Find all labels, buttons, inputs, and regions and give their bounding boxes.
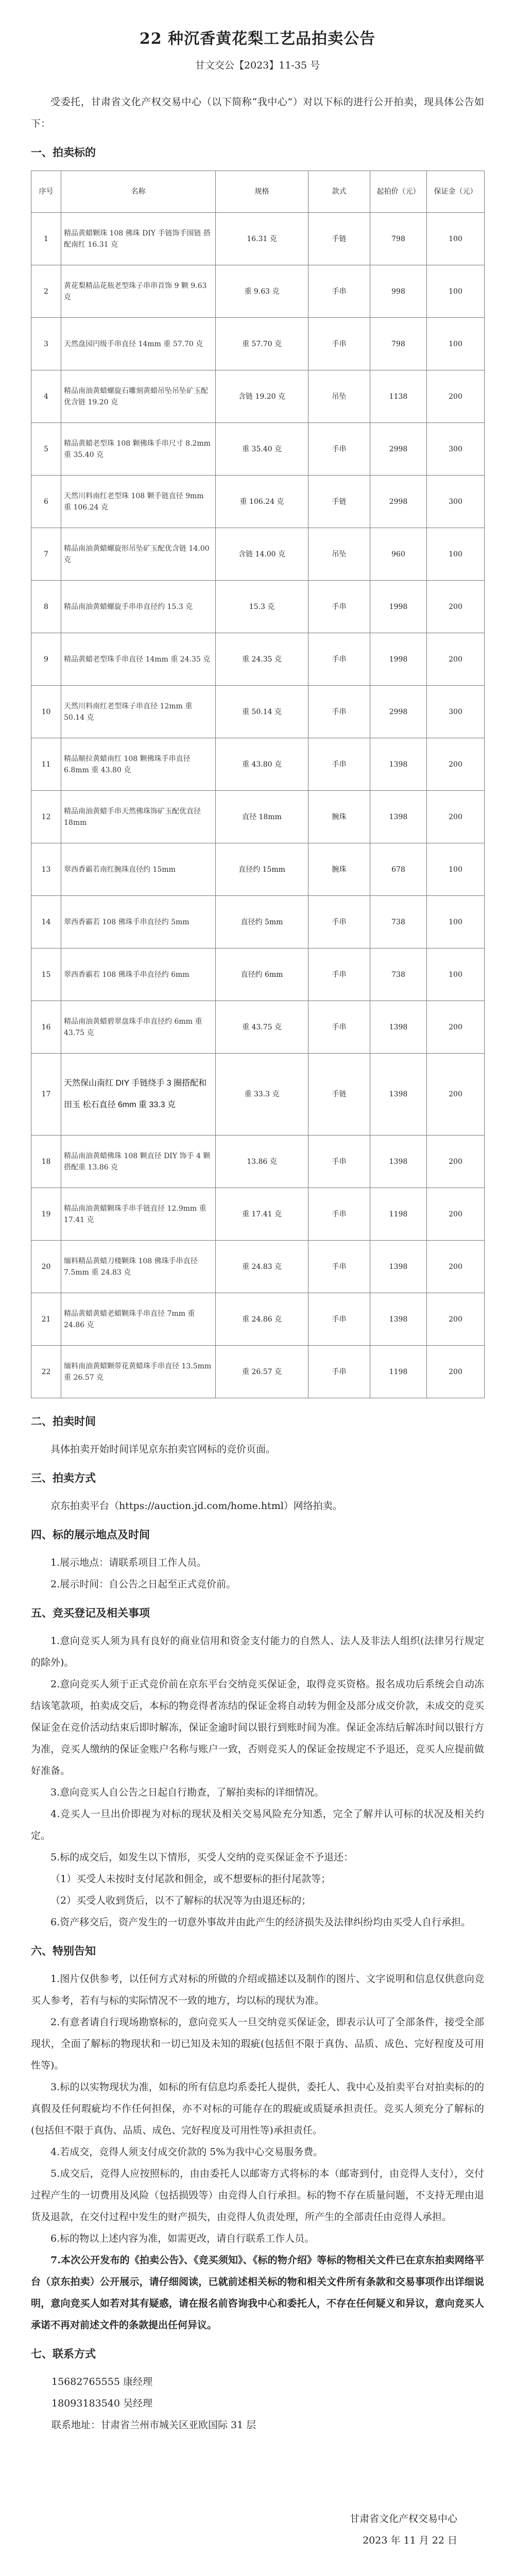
cell-name: 精品南油黄蜡螺旋手串串直径约 15.3 克 <box>61 581 216 633</box>
registration-item: 3.意向竞买人自公告之日起自行勘查，了解拍卖标的详细情况。 <box>50 1787 324 1798</box>
table-row <box>31 791 485 843</box>
cell-style: 吊坠 <box>308 370 370 423</box>
cell-spec: 13.86 克 <box>216 1136 308 1188</box>
notice-item: 6.标的物以上述内容为准，如需更改，请自行联系工作人员。 <box>50 2233 315 2244</box>
intro-paragraph: 受委托，甘肃省文化产权交易中心（以下简称“我中心”）对以下标的进行公开拍卖，现具体公告如下： <box>31 96 484 129</box>
cell-no: 12 <box>31 791 61 843</box>
cell-no: 13 <box>31 843 61 896</box>
header-name: 名称 <box>61 171 216 213</box>
cell-price: 1138 <box>370 370 427 423</box>
contact-phone: 15682765555 康经理 <box>52 2376 153 2387</box>
cell-no: 18 <box>31 1136 61 1188</box>
cell-spec: 重 33.3 克 <box>216 1054 308 1136</box>
cell-name: 翠西香霸若 108 佛珠手串直径约 5mm <box>61 896 216 948</box>
cell-name: 翠西香霸若南红腕珠直径约 15mm <box>61 843 216 896</box>
table-header-row <box>31 171 485 213</box>
cell-spec: 直径约 15mm <box>216 843 308 896</box>
display-info <box>31 1552 484 1595</box>
registration-item: 6.资产移交后，资产发生的一切意外事故并由此产生的经济损失及法律纠纷均由买受人自行承担。 <box>50 1917 471 1928</box>
cell-no: 5 <box>31 423 61 476</box>
lots-table <box>31 171 485 1398</box>
notice-bold-paragraph: 7.本次公开发布的《拍卖公告》、《竞买须知》、《标的物介绍》等标的物相关文件已在京东拍卖网络平台（京东拍卖）公开展示，请仔细阅读，已就前述相关标的物和相关文件所有条款和交易事项作出详细说明，意向竞买人如若对其有疑惑，请在报名前咨询我中心和委托人，不存在任何疑义和异议，意向竞买人承诺不再对前述文件的条款提出任何异议。 <box>31 2255 484 2331</box>
cell-style: 手串 <box>308 633 370 686</box>
registration-item: 2.意向竞买人须于正式竞价前在京东平台交纳竞买保证金，取得竞买资格。报名成功后系统会自动冻结该笔款项，拍卖成交后，本标的物竞得者冻结的保证金将自动转为佣金及部分成交价款，未成交的竞买保证金在竞价活动结束后即时解冻，保证金逾时间以银行到账时间为准。保证金冻结后解冻时间以银行方为准，竞买人缴纳的保证金账户名称与账户一致，否则竞买人的保证金按规定不予退还，竞买人应提前做好准备。 <box>31 1679 484 1776</box>
cell-style: 手串 <box>308 1293 370 1346</box>
cell-name: 精品南油黄蜡螺旋形吊坠矿玉配优含链 14.00 克 <box>61 528 216 581</box>
cell-spec: 直径 18mm <box>216 791 308 843</box>
cell-no: 9 <box>31 633 61 686</box>
notice-item: 2.有意者请自行现场勘察标的，意向竞买人一旦交纳竞买保证金，即表示认可了全部条件，接受全部现状，全面了解标的物现状和一切已知及未知的瑕疵(包括但不限于真伪、品质、成色、完好程度及可用性等)。 <box>31 2016 484 2071</box>
notice-item: 1.图片仅供参考，以任何方式对标的所做的介绍或描述以及制作的图片、文字说明和信息仅供意向竞买人参考，若有与标的实际情况不一致的地方，均以标的现状为准。 <box>31 1973 484 2006</box>
cell-name: 精品南油黄蜡手串天然佛珠饰矿玉配优直径 18mm <box>61 791 216 843</box>
cell-spec: 重 106.24 克 <box>216 476 308 528</box>
cell-name: 天然盘园円级手串直径 14mm 重 57.70 克 <box>61 318 216 370</box>
cell-deposit: 300 <box>427 476 485 528</box>
cell-style: 手串 <box>308 318 370 370</box>
cell-price: 1398 <box>370 1136 427 1188</box>
cell-style: 手串 <box>308 1241 370 1293</box>
cell-style: 手串 <box>308 1188 370 1241</box>
notice-items <box>31 1968 484 2249</box>
cell-deposit: 200 <box>427 581 485 633</box>
cell-spec: 含链 19.20 克 <box>216 370 308 423</box>
document-number: 甘文交公【2023】11-35 号 <box>195 60 320 71</box>
cell-style: 手串 <box>308 265 370 318</box>
header-style: 款式 <box>308 171 370 213</box>
cell-no: 14 <box>31 896 61 948</box>
display-item: 1.展示地点：请联系项目工作人员。 <box>50 1557 207 1568</box>
cell-deposit: 200 <box>427 1293 485 1346</box>
cell-price: 1398 <box>370 1241 427 1293</box>
contact-info <box>31 2371 484 2436</box>
cell-spec: 重 26.57 克 <box>216 1346 308 1398</box>
registration-item: 5.标的成交后，如发生以下情形，买受人交纳的竞买保证金不予退还： <box>50 1852 354 1863</box>
cell-deposit: 300 <box>427 423 485 476</box>
cell-style: 手链 <box>308 476 370 528</box>
cell-no: 15 <box>31 948 61 1001</box>
cell-spec: 含链 14.00 克 <box>216 528 308 581</box>
cell-price: 2998 <box>370 476 427 528</box>
cell-price: 2998 <box>370 423 427 476</box>
cell-spec: 重 9.63 克 <box>216 265 308 318</box>
cell-name: 天然保山南红 DIY 手链绕手 3 圈搭配和田玉 松石直径 6mm 重 33.3 克 <box>61 1054 216 1136</box>
cell-deposit: 200 <box>427 1346 485 1398</box>
cell-deposit: 200 <box>427 1054 485 1136</box>
cell-price: 798 <box>370 213 427 265</box>
cell-spec: 重 35.40 克 <box>216 423 308 476</box>
cell-no: 19 <box>31 1188 61 1241</box>
cell-deposit: 100 <box>427 948 485 1001</box>
table-row <box>31 213 485 265</box>
lots-table-body <box>31 213 485 1398</box>
cell-style: 手串 <box>308 423 370 476</box>
table-row <box>31 528 485 581</box>
cell-price: 678 <box>370 843 427 896</box>
cell-spec: 重 57.70 克 <box>216 318 308 370</box>
cell-style: 手串 <box>308 581 370 633</box>
cell-deposit: 200 <box>427 1188 485 1241</box>
cell-style: 手串 <box>308 1346 370 1398</box>
cell-spec: 重 50.14 克 <box>216 686 308 738</box>
cell-price: 2998 <box>370 686 427 738</box>
cell-price: 960 <box>370 528 427 581</box>
cell-name: 天然川料南红老型珠子串直径 12mm 重 50.14 克 <box>61 686 216 738</box>
header-no: 序号 <box>31 171 61 213</box>
cell-spec: 直径约 5mm <box>216 896 308 948</box>
cell-deposit: 200 <box>427 738 485 791</box>
cell-no: 4 <box>31 370 61 423</box>
table-row <box>31 265 485 318</box>
notice-item: 4.若成交，竞得人须支付成交价款的 5%为我中心交易服务费。 <box>50 2146 323 2158</box>
cell-name: 黄花梨精品花瓶老型珠子串串首饰 9 颗 9.63 克 <box>61 265 216 318</box>
table-row <box>31 1136 485 1188</box>
contact-phone: 18093183540 吴经理 <box>52 2398 153 2409</box>
cell-style: 手串 <box>308 896 370 948</box>
cell-name: 缅料南油黄蜡颗带花黄蜡珠手串直径 13.5mm 重 26.57 克 <box>61 1346 216 1398</box>
cell-spec: 重 43.75 克 <box>216 1001 308 1054</box>
cell-deposit: 200 <box>427 791 485 843</box>
header-deposit: 保证金（元） <box>427 171 485 213</box>
cell-spec: 重 17.41 克 <box>216 1188 308 1241</box>
cell-style: 腕珠 <box>308 843 370 896</box>
notice-item: 5.成交后，竞得人应按照标的，由由委托人以邮寄方式将标的本（邮寄到付，由竞得人支付），交付过程产生的一切费用及风险（包括损毁等）由竞得人自行承担。标的物不存在质量问题，不支持无理由退货及退款，在交付过程中发生的财产损失，由竞得人负责处理，所产生的全部责任由竞得人承担。 <box>31 2168 484 2223</box>
registration-item: 1.意向竞买人须为具有良好的商业信用和资金支付能力的自然人、法人及非法人组织(法律另行规定的除外)。 <box>31 1635 484 1668</box>
cell-deposit: 100 <box>427 318 485 370</box>
cell-price: 1398 <box>370 1001 427 1054</box>
table-row <box>31 1054 485 1136</box>
cell-style: 手串 <box>308 948 370 1001</box>
cell-deposit: 100 <box>427 213 485 265</box>
table-row <box>31 1346 485 1398</box>
table-row <box>31 738 485 791</box>
table-row <box>31 370 485 423</box>
table-row <box>31 1241 485 1293</box>
cell-deposit: 200 <box>427 1136 485 1188</box>
section-heading-display: 四、标的展示地点及时间 <box>31 1528 150 1541</box>
cell-name: 精品黄蜡颗珠 108 佛珠 DIY 手链饰手围链 搭配南红 16.31 克 <box>61 213 216 265</box>
cell-price: 1998 <box>370 633 427 686</box>
header-spec: 规格 <box>216 171 308 213</box>
cell-name: 翠西香霸若 108 佛珠手串直径约 6mm <box>61 948 216 1001</box>
cell-no: 20 <box>31 1241 61 1293</box>
cell-name: 精品黄蜡老型珠手串直径 14mm 重 24.35 克 <box>61 633 216 686</box>
table-row <box>31 1293 485 1346</box>
auction-method-text: 京东拍卖平台（https://auction.jd.com/home.html）网络拍卖。 <box>50 1500 342 1512</box>
cell-style: 腕珠 <box>308 791 370 843</box>
cell-no: 17 <box>31 1054 61 1136</box>
table-row <box>31 581 485 633</box>
cell-style: 手串 <box>308 1001 370 1054</box>
cell-style: 手串 <box>308 738 370 791</box>
signature-date: 2023 年 11 月 22 日 <box>363 2535 457 2546</box>
section-heading-lots: 一、拍卖标的 <box>31 146 96 159</box>
cell-name: 精品南油黄蜡碧翠盘珠手串直径约 6mm 重 43.75 克 <box>61 1001 216 1054</box>
section-heading-notices: 六、特别告知 <box>31 1944 96 1957</box>
table-row <box>31 843 485 896</box>
cell-style: 手链 <box>308 1054 370 1136</box>
cell-deposit: 100 <box>427 896 485 948</box>
cell-name: 缅料精品黄蜡刀楼颗珠 108 佛珠手串直径 7.5mm 重 24.83 克 <box>61 1241 216 1293</box>
cell-deposit: 200 <box>427 370 485 423</box>
auction-time-text: 具体拍卖开始时间详见京东拍卖官网标的竞价页面。 <box>50 1444 276 1455</box>
cell-no: 21 <box>31 1293 61 1346</box>
cell-style: 吊坠 <box>308 528 370 581</box>
table-row <box>31 1001 485 1054</box>
cell-price: 1198 <box>370 1346 427 1398</box>
cell-no: 7 <box>31 528 61 581</box>
cell-no: 8 <box>31 581 61 633</box>
cell-spec: 重 24.35 克 <box>216 633 308 686</box>
cell-deposit: 100 <box>427 843 485 896</box>
cell-no: 10 <box>31 686 61 738</box>
registration-item: 4.竞买人一旦出价即视为对标的现状及相关交易风险充分知悉，完全了解并认可标的状况及相关约定。 <box>31 1808 484 1841</box>
cell-spec: 重 24.86 克 <box>216 1293 308 1346</box>
table-row <box>31 318 485 370</box>
cell-price: 998 <box>370 265 427 318</box>
cell-deposit: 300 <box>427 686 485 738</box>
cell-style: 手串 <box>308 1136 370 1188</box>
cell-price: 1398 <box>370 738 427 791</box>
cell-no: 3 <box>31 318 61 370</box>
table-row <box>31 1188 485 1241</box>
cell-name: 精品南油黄蜡颗珠手串手链直径 12.9mm 重 17.41 克 <box>61 1188 216 1241</box>
cell-price: 1398 <box>370 1293 427 1346</box>
cell-style: 手串 <box>308 686 370 738</box>
table-row <box>31 633 485 686</box>
page-title: 22 种沉香黄花梨工艺品拍卖公告 <box>139 30 376 48</box>
cell-no: 11 <box>31 738 61 791</box>
cell-no: 2 <box>31 265 61 318</box>
cell-spec: 15.3 克 <box>216 581 308 633</box>
cell-deposit: 100 <box>427 265 485 318</box>
section-heading-time: 二、拍卖时间 <box>31 1415 96 1428</box>
table-row <box>31 948 485 1001</box>
cell-price: 738 <box>370 896 427 948</box>
cell-spec: 重 24.83 克 <box>216 1241 308 1293</box>
cell-deposit: 200 <box>427 633 485 686</box>
cell-spec: 直径约 6mm <box>216 948 308 1001</box>
registration-item: （1）买受人未按时支付尾款和佣金，或不想要标的拒付尾款等； <box>50 1873 331 1885</box>
cell-no: 16 <box>31 1001 61 1054</box>
cell-price: 738 <box>370 948 427 1001</box>
cell-price: 1998 <box>370 581 427 633</box>
cell-name: 精品黄蜡黄蜡老蜡颗珠手串直径 7mm 重 24.86 克 <box>61 1293 216 1346</box>
section-heading-contact: 七、联系方式 <box>31 2347 96 2360</box>
display-item: 2.展示时间：自公告之日起至正式竞价前。 <box>50 1579 236 1590</box>
cell-name: 精品南油黄蜡螺旋石雕刻黄蜡吊坠吊坠矿玉配优含链 19.20 克 <box>61 370 216 423</box>
signature-org: 甘肃省文化产权交易中心 <box>349 2513 457 2524</box>
section-heading-registration: 五、竞买登记及相关事项 <box>31 1606 150 1619</box>
table-row <box>31 686 485 738</box>
header-price: 起拍价（元） <box>370 171 427 213</box>
section-heading-method: 三、拍卖方式 <box>31 1471 96 1484</box>
cell-deposit: 200 <box>427 1001 485 1054</box>
table-row <box>31 896 485 948</box>
cell-style: 手链 <box>308 213 370 265</box>
table-row <box>31 423 485 476</box>
cell-no: 22 <box>31 1346 61 1398</box>
cell-price: 1198 <box>370 1188 427 1241</box>
cell-no: 6 <box>31 476 61 528</box>
registration-items <box>31 1630 484 1933</box>
contact-address: 联系地址：甘肃省兰州市城关区亚欧国际 31 层 <box>52 2419 256 2431</box>
cell-no: 1 <box>31 213 61 265</box>
cell-name: 天然川料南红老型珠 108 颗手链直径 9mm 重 106.24 克 <box>61 476 216 528</box>
cell-price: 798 <box>370 318 427 370</box>
cell-deposit: 100 <box>427 528 485 581</box>
table-row <box>31 476 485 528</box>
registration-item: （2）买受人收到货后，以不了解标的状况等为由退还标的； <box>50 1895 312 1906</box>
cell-name: 精品南油黄蜡佛珠 108 颗直径 DIY 饰手 4 颗搭配重 13.86 克 <box>61 1136 216 1188</box>
cell-name: 精品顺拉黄蜡南红 108 颗佛珠手串直径 6.8mm 重 43.80 克 <box>61 738 216 791</box>
cell-spec: 重 43.80 克 <box>216 738 308 791</box>
cell-price: 1398 <box>370 1054 427 1136</box>
cell-deposit: 200 <box>427 1241 485 1293</box>
notice-item: 3.标的以实物现状为准，如标的所有信息均系委托人提供，委托人、我中心及拍卖平台对拍卖标的的真假及任何瑕疵均不作任何担保，亦不对标的可能存在的瑕疵或质疑承担责任。竞买人须充分了解标的(包括但不限于真伪、品质、成色、完好程度及可用性等)承担责任。 <box>31 2081 484 2136</box>
cell-name: 精品黄蜡老型珠 108 颗佛珠手串尺寸 8.2mm 重 35.40 克 <box>61 423 216 476</box>
cell-spec: 16.31 克 <box>216 213 308 265</box>
cell-price: 1398 <box>370 791 427 843</box>
